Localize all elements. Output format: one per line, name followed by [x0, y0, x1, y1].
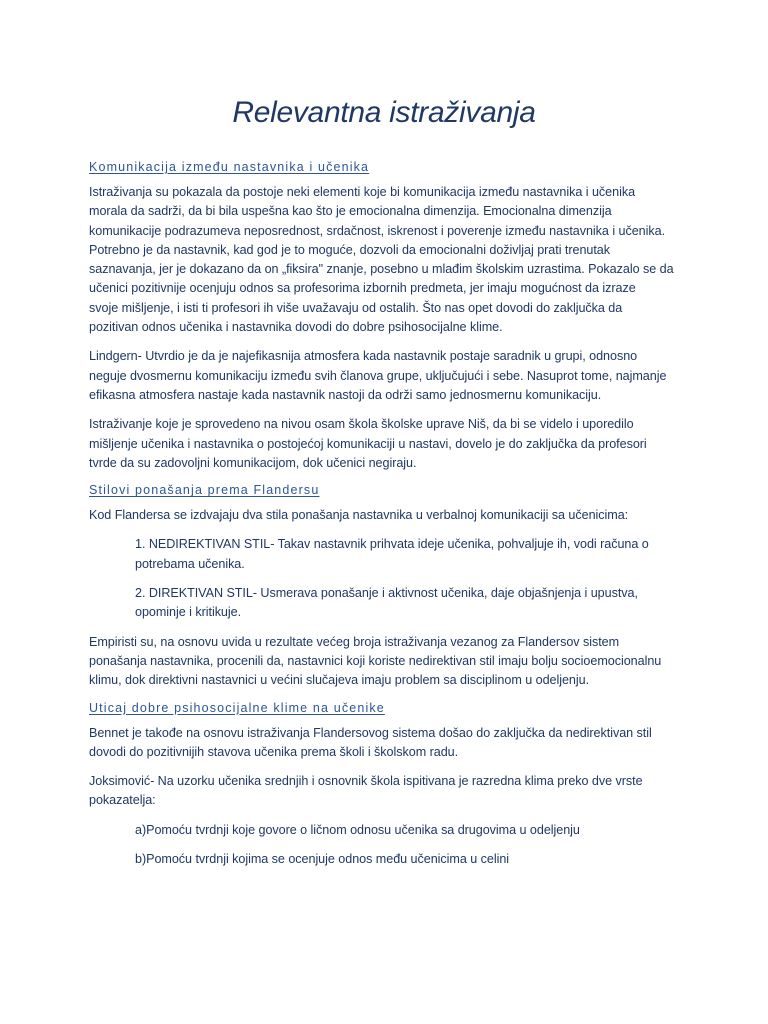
text-line: Joksimović- Na uzorku učenika srednjih i osnovnik škola ispitivana je razredna klima preko dve vrste [89, 774, 643, 789]
text-line: dovodi do pozitivnijih stavova učenika prema školi i školskom radu. [89, 744, 459, 759]
text-line: ponašanja nastavnika, procenili da, nastavnici koji koriste nedirektivan stil imaju bolju socioemocionalnu [89, 653, 662, 668]
list-item-nondirective [135, 535, 689, 574]
paragraph-lindgern [89, 347, 689, 405]
text-line: saznavanja, jer je dokazano da on „fiksira" znanje, posebno u mlađim školskim uzrastima. Pokazalo se da [89, 262, 674, 277]
text-line: Empiristi su, na osnovu uvida u rezultate većeg broja istraživanja vezanog za Flandersov sistem [89, 634, 620, 649]
text-line: mišljenje učenika i nastavnika o postojećoj komunikaciji u nastavi, dovelo je do zaključka da profesori [89, 436, 647, 451]
text-line: učenici pozitivnije ocenjuju odnos sa profesorima izbornih predmeta, jer imaju mogućnost da izraze [89, 281, 636, 296]
section-heading: Komunikacija između nastavnika i učenika [89, 160, 370, 174]
text-line: efikasna atmosfera nastaje kada nastavnik nastoji da održi samo jednosmernu komunikaciju. [89, 387, 602, 402]
page-title: Relevantna istraživanja [232, 96, 536, 129]
text-line: 1. NEDIREKTIVAN STIL- Takav nastavnik prihvata ideje učenika, pohvaljuje ih, vodi računa o [135, 537, 649, 552]
text-line: Lindgern- Utvrdio je da je najefikasnija atmosfera kada nastavnik postaje saradnik u grupi, odnosno [89, 349, 638, 364]
paragraph-empiricists [89, 633, 689, 691]
text-line: Istraživanje koje je sprovedeno na nivou osam škola školske uprave Niš, da bi se videlo i uporedilo [89, 417, 634, 432]
text-line: pokazatelja: [89, 793, 156, 808]
text-line: Bennet je takođe na osnovu istraživanja Flandersovog sistema došao do zaključka da nedirektivan stil [89, 725, 652, 740]
text-line: morala da sadrži, da bi bila uspešna kao što je emocionalna dimenzija. Emocionalna dimenzija [89, 204, 612, 219]
text-line: tvrde da su zadovoljni komunikacijom, dok učenici negiraju. [89, 455, 417, 470]
text-line: klimu, dok direktivni nastavnici u većini slučajeva imaju problem sa disciplinom u odeljenju. [89, 673, 590, 688]
paragraph-flanders-intro [89, 506, 689, 525]
paragraph-research [89, 183, 689, 337]
text-line: komunikacije podrazumeva neposrednost, srdačnost, iskrenost i poverenje između nastavnika i učenika. [89, 223, 666, 238]
paragraph-joksimovic [89, 772, 689, 811]
document-body [89, 160, 689, 879]
text-line: a)Pomoću tvrdnji koje govore o ličnom odnosu učenika sa drugovima u odeljenju [135, 822, 580, 837]
paragraph-nis-research [89, 415, 689, 473]
text-line: pozitivan odnos učenika i nastavnika dovodi do dobre psihosocijalne klime. [89, 320, 503, 335]
text-line: neguje dvosmernu komunikaciju između svih članova grupe, uključujući i sebe. Nasuprot tome, najmanje [89, 368, 667, 383]
text-line: 2. DIREKTIVAN STIL- Usmerava ponašanje i aktivnost učenika, daje objašnjenja i upustva, [135, 586, 638, 601]
text-line: svoje mišljenje, i isti ti profesori ih više uvažavaju od ostalih. Što nas opet dovodi do zaključka da [89, 300, 623, 315]
section-psychosocial-climate [89, 701, 689, 870]
text-line: Istraživanja su pokazala da postoje neki elementi koje bi komunikacija između nastavnika i učenika [89, 185, 636, 199]
section-communication [89, 160, 689, 473]
text-line: potrebama učenika. [135, 556, 245, 571]
list-item-a [135, 821, 689, 840]
section-heading: Uticaj dobre psihosocijalne klime na učenike [89, 700, 385, 715]
text-line: opominje i kritikuje. [135, 605, 242, 620]
list-item-directive [135, 584, 689, 623]
text-line: b)Pomoću tvrdnji kojima se ocenjuje odnos među učenicima u celini [135, 852, 510, 867]
section-heading: Stilovi ponašanja prema Flandersu [89, 483, 320, 498]
paragraph-bennet [89, 724, 689, 763]
section-flanders-styles [89, 483, 689, 690]
text-line: Kod Flandersa se izdvajaju dva stila ponašanja nastavnika u verbalnoj komunikaciji sa učenicima: [89, 508, 629, 523]
text-line: Potrebno je da nastavnik, kad god je to moguće, dozvoli da emocionalni doživljaj prati trenutak [89, 242, 611, 257]
list-item-b [135, 850, 689, 869]
